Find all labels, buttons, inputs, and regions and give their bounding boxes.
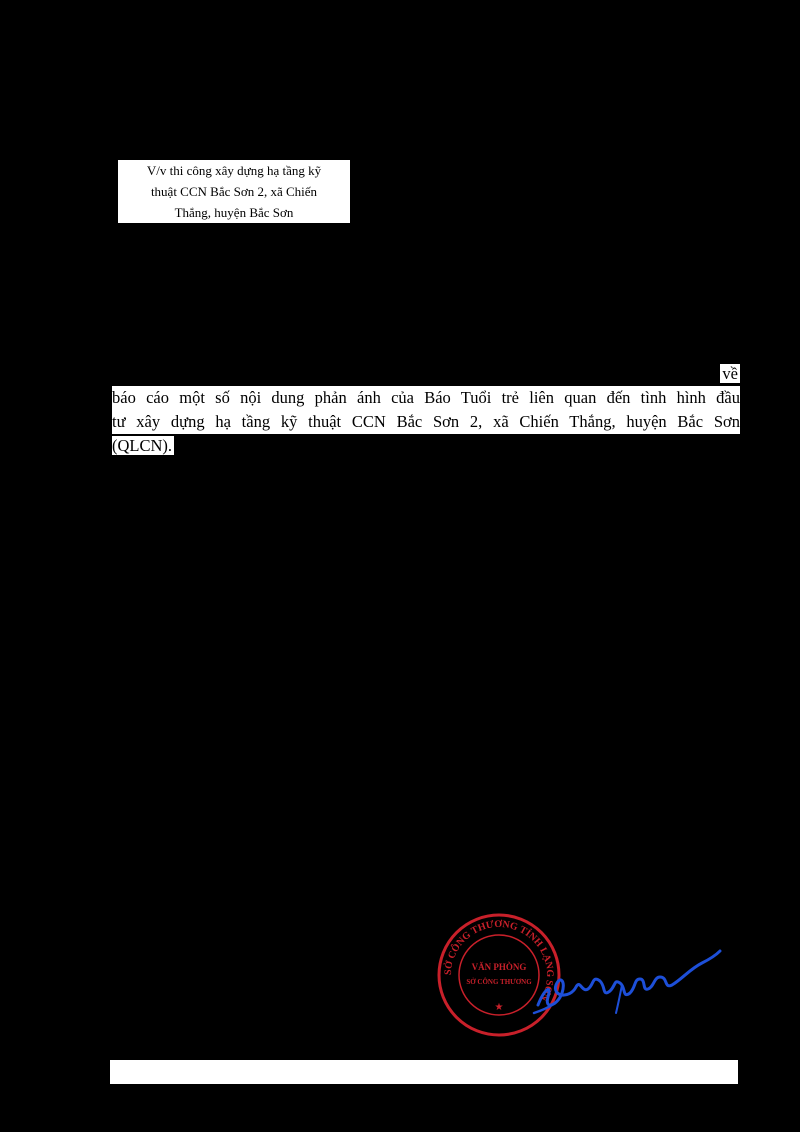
body-line-1: về bbox=[722, 364, 738, 383]
stamp-center-line-1: VĂN PHÒNG bbox=[471, 962, 527, 972]
handwritten-signature bbox=[530, 935, 725, 1020]
body-line-4: (QLCN). bbox=[112, 436, 173, 455]
subject-line bbox=[118, 160, 350, 223]
subject-line-2: thuật CCN Bắc Sơn 2, xã Chiến bbox=[150, 184, 318, 199]
stamp-ring-text: SỞ CÔNG THƯƠNG TỈNH LẠNG SƠN bbox=[442, 918, 556, 1003]
stamp-center-line-2: SỞ CÔNG THƯƠNG bbox=[466, 978, 532, 986]
svg-text:★: ★ bbox=[494, 1002, 504, 1013]
body-line-2: báo cáo một số nội dung phản ánh của Báo Tuổi trẻ liên quan đến tình hình đầu bbox=[112, 386, 740, 410]
body-paragraph bbox=[112, 362, 740, 458]
subject-line-1: V/v thi công xây dựng hạ tầng kỹ bbox=[146, 163, 322, 178]
body-line-3: tư xây dựng hạ tầng kỹ thuật CCN Bắc Sơn 2, xã Chiến Thắng, huyện Bắc Sơn bbox=[112, 410, 740, 434]
footer-bar bbox=[110, 1060, 738, 1084]
subject-line-3: Thắng, huyện Bắc Sơn bbox=[174, 205, 294, 220]
